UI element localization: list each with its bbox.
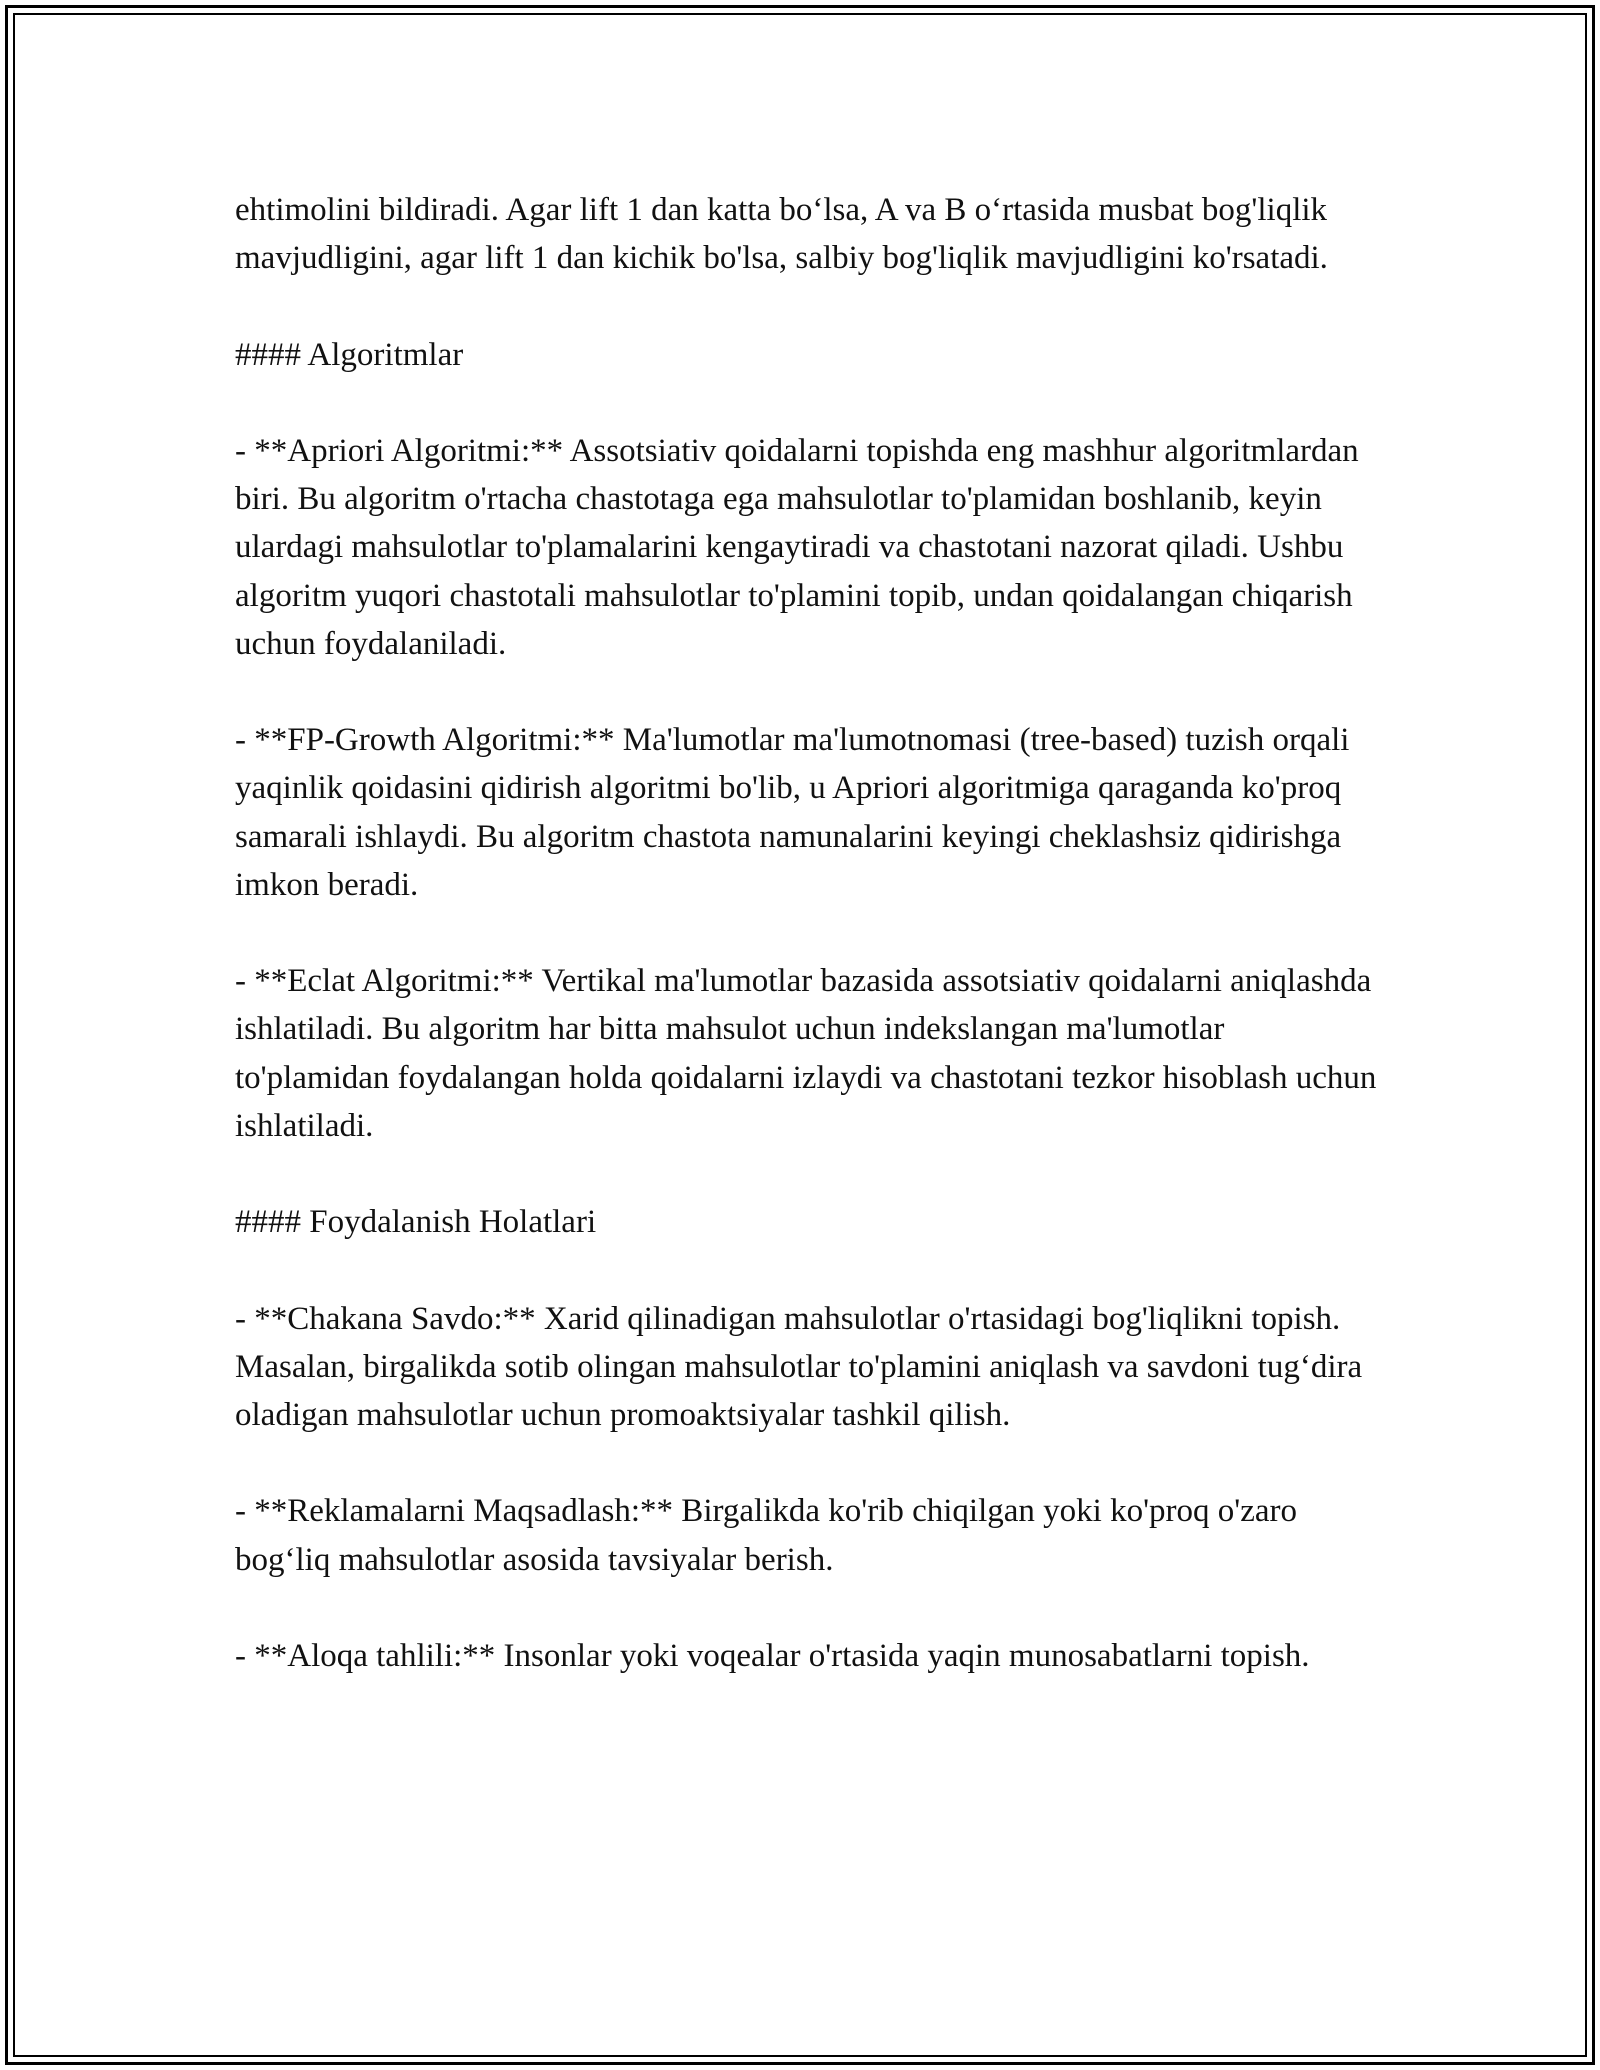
list-item-eclat: - **Eclat Algoritmi:** Vertikal ma'lumotlar bazasida assotsiativ qoidalarni aniqlashda ishlatiladi. Bu algoritm har bitta mahsulot uchun indekslangan ma'lumotlar to'plamidan foydalangan holda qoidalarni izlaydi va chastotani tezkor hisoblash uchun ishlatiladi. (235, 963, 1377, 1144)
heading-algoritmlar: #### Algoritmlar (235, 336, 464, 373)
list-item-aloqa-tahlili: - **Aloqa tahlili:** Insonlar yoki voqealar o'rtasida yaqin munosabatlarni topish. (235, 1637, 1310, 1674)
paragraph-lift-interpretation: ehtimolini bildiradi. Agar lift 1 dan katta bo‘lsa, A va B o‘rtasida musbat bog'liqlik mavjudligini, agar lift 1 dan kichik bo'lsa, salbiy bog'liqlik mavjudligini ko'rsatadi. (235, 192, 1328, 277)
list-item-apriori: - **Apriori Algoritmi:** Assotsiativ qoidalarni topishda eng mashhur algoritmlardan biri. Bu algoritm o'rtacha chastotaga ega mahsulotlar to'plamidan boshlanib, keyin ulardagi mahsulotlar to'plamalarini kengaytiradi va chastotani nazorat qiladi. Ushbu algoritm yuqori chastotali mahsulotlar to'plamini topib, undan qoidalangan chiqarish uchun foydalaniladi. (235, 432, 1359, 662)
document-body (235, 186, 1385, 1728)
heading-foydalanish-holatlari: #### Foydalanish Holatlari (235, 1204, 597, 1241)
list-item-chakana-savdo: - **Chakana Savdo:** Xarid qilinadigan mahsulotlar o'rtasidagi bog'liqlikni topish. Masalan, birgalikda sotib olingan mahsulotlar to'plamini aniqlash va savdoni tug‘dira oladigan mahsulotlar uchun promoaktsiyalar tashkil qilish. (235, 1300, 1363, 1433)
list-item-reklamalarni-maqsadlash: - **Reklamalarni Maqsadlash:** Birgalikda ko'rib chiqilgan yoki ko'proq o'zaro bog‘liq mahsulotlar asosida tavsiyalar berish. (235, 1493, 1297, 1578)
list-item-fp-growth: - **FP-Growth Algoritmi:** Ma'lumotlar ma'lumotnomasi (tree-based) tuzish orqali yaqinlik qoidasini qidirish algoritmi bo'lib, u Apriori algoritmiga qaraganda ko'proq samarali ishlaydi. Bu algoritm chastota namunalarini keyingi cheklashsiz qidirishga imkon beradi. (235, 722, 1350, 903)
